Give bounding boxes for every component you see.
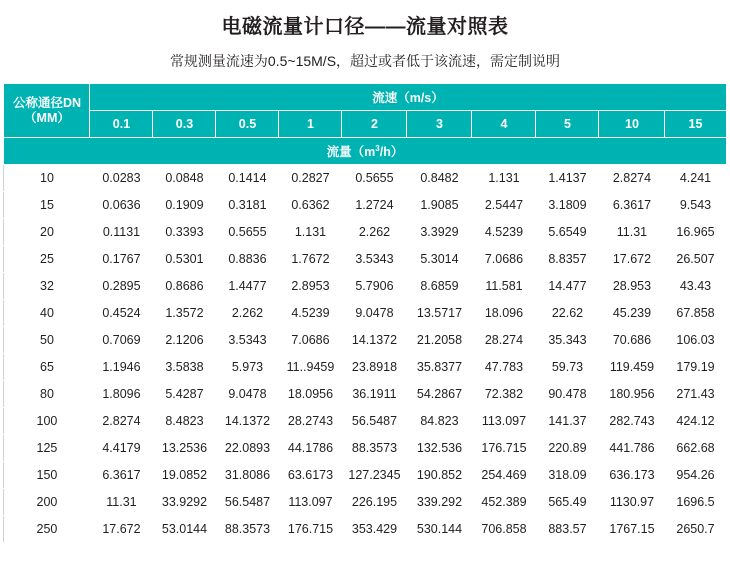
flow-cell: 271.43	[665, 381, 726, 408]
flow-cell: 33.9292	[153, 489, 216, 516]
flow-cell: 176.715	[472, 435, 536, 462]
table-header-speed-values-row	[4, 111, 726, 138]
table-row	[4, 489, 726, 516]
flow-cell: 1.2724	[342, 192, 407, 219]
dn-header-line2: （MM）	[24, 110, 70, 125]
page-title: 电磁流量计口径——流量对照表	[221, 16, 509, 38]
speed-value-header: 5	[536, 111, 599, 138]
flow-cell: 176.715	[279, 516, 342, 543]
flow-cell: 3.5838	[153, 354, 216, 381]
flow-cell: 7.0686	[472, 246, 536, 273]
flow-cell: 1.131	[279, 219, 342, 246]
speed-value-header: 0.1	[90, 111, 153, 138]
flow-cell: 3.5343	[216, 327, 279, 354]
flow-cell: 5.3014	[407, 246, 472, 273]
flow-cell: 35.8377	[407, 354, 472, 381]
flow-cell: 28.953	[599, 273, 665, 300]
dn-cell: 40	[4, 300, 90, 327]
flow-cell: 0.0636	[90, 192, 153, 219]
table-row	[4, 327, 726, 354]
speed-value-header: 1	[279, 111, 342, 138]
dn-cell: 200	[4, 489, 90, 516]
flow-cell: 2.8274	[90, 408, 153, 435]
flow-cell: 318.09	[536, 462, 599, 489]
speed-value-header: 0.5	[216, 111, 279, 138]
table-row	[4, 516, 726, 543]
flow-cell: 0.2895	[90, 273, 153, 300]
flow-cell: 11..9459	[279, 354, 342, 381]
flow-cell: 452.389	[472, 489, 536, 516]
flow-cell: 1.131	[472, 165, 536, 192]
flow-cell: 1767.15	[599, 516, 665, 543]
flow-cell: 43.43	[665, 273, 726, 300]
flow-cell: 5.4287	[153, 381, 216, 408]
dn-cell: 80	[4, 381, 90, 408]
flow-cell: 28.274	[472, 327, 536, 354]
table-row	[4, 300, 726, 327]
flow-cell: 254.469	[472, 462, 536, 489]
flow-cell: 3.3929	[407, 219, 472, 246]
flow-cell: 6.3617	[90, 462, 153, 489]
flow-cell: 565.49	[536, 489, 599, 516]
flow-cell: 6.3617	[599, 192, 665, 219]
dn-cell: 25	[4, 246, 90, 273]
flow-rate-header-prefix: 流量（m	[326, 145, 376, 159]
table-row	[4, 354, 726, 381]
flow-cell: 0.0848	[153, 165, 216, 192]
table-body	[4, 165, 726, 543]
speed-value-header: 10	[599, 111, 665, 138]
flow-cell: 0.7069	[90, 327, 153, 354]
flow-cell: 2.8274	[599, 165, 665, 192]
flow-cell: 9.0478	[342, 300, 407, 327]
speed-value-header: 15	[665, 111, 726, 138]
flow-cell: 2.262	[216, 300, 279, 327]
flow-cell: 1.8096	[90, 381, 153, 408]
flow-cell: 18.096	[472, 300, 536, 327]
flow-cell: 180.956	[599, 381, 665, 408]
table-row	[4, 219, 726, 246]
flow-cell: 282.743	[599, 408, 665, 435]
flow-comparison-table	[3, 83, 726, 543]
flow-cell: 530.144	[407, 516, 472, 543]
flow-cell: 54.2867	[407, 381, 472, 408]
flow-cell: 4.5239	[472, 219, 536, 246]
flow-cell: 22.62	[536, 300, 599, 327]
flow-cell: 0.5301	[153, 246, 216, 273]
flow-cell: 7.0686	[279, 327, 342, 354]
table-row	[4, 435, 726, 462]
table-row	[4, 273, 726, 300]
flow-cell: 0.1131	[90, 219, 153, 246]
flow-cell: 1.9085	[407, 192, 472, 219]
flow-cell: 31.8086	[216, 462, 279, 489]
table-row	[4, 381, 726, 408]
flow-cell: 17.672	[599, 246, 665, 273]
flow-cell: 4.241	[665, 165, 726, 192]
flow-cell: 339.292	[407, 489, 472, 516]
flow-cell: 88.3573	[342, 435, 407, 462]
flow-cell: 954.26	[665, 462, 726, 489]
flow-cell: 0.1414	[216, 165, 279, 192]
flow-cell: 1.4137	[536, 165, 599, 192]
flow-cell: 19.0852	[153, 462, 216, 489]
table-header-rate-row	[4, 138, 726, 165]
flow-cell: 0.1909	[153, 192, 216, 219]
flow-cell: 113.097	[279, 489, 342, 516]
flow-cell: 13.5717	[407, 300, 472, 327]
flow-cell: 90.478	[536, 381, 599, 408]
flow-cell: 9.0478	[216, 381, 279, 408]
dn-cell: 125	[4, 435, 90, 462]
speed-value-header: 2	[342, 111, 407, 138]
dn-cell: 10	[4, 165, 90, 192]
dn-cell: 15	[4, 192, 90, 219]
flow-cell: 56.5487	[342, 408, 407, 435]
flow-cell: 424.12	[665, 408, 726, 435]
flow-cell: 0.3393	[153, 219, 216, 246]
dn-cell: 32	[4, 273, 90, 300]
flow-cell: 23.8918	[342, 354, 407, 381]
table-row	[4, 246, 726, 273]
flow-cell: 2.262	[342, 219, 407, 246]
flow-cell: 56.5487	[216, 489, 279, 516]
table-row	[4, 408, 726, 435]
flow-cell: 5.973	[216, 354, 279, 381]
flow-cell: 127.2345	[342, 462, 407, 489]
flow-cell: 141.37	[536, 408, 599, 435]
page-subtitle: 常规测量流速为0.5~15M/S，超过或者低于该流速，需定制说明	[169, 53, 561, 69]
flow-cell: 26.507	[665, 246, 726, 273]
flow-cell: 5.6549	[536, 219, 599, 246]
flow-cell: 21.2058	[407, 327, 472, 354]
flow-cell: 35.343	[536, 327, 599, 354]
flow-cell: 0.8836	[216, 246, 279, 273]
flow-cell: 17.672	[90, 516, 153, 543]
flow-cell: 441.786	[599, 435, 665, 462]
flow-cell: 0.5655	[342, 165, 407, 192]
flow-cell: 3.5343	[342, 246, 407, 273]
flow-cell: 11.31	[599, 219, 665, 246]
flow-cell: 2.5447	[472, 192, 536, 219]
flow-cell: 0.8482	[407, 165, 472, 192]
flow-cell: 14.1372	[216, 408, 279, 435]
flow-rate-header-cell	[4, 138, 726, 165]
flow-cell: 5.7906	[342, 273, 407, 300]
speed-value-header: 3	[407, 111, 472, 138]
flow-cell: 13.2536	[153, 435, 216, 462]
flow-cell: 0.2827	[279, 165, 342, 192]
flow-cell: 67.858	[665, 300, 726, 327]
speed-value-header: 4	[472, 111, 536, 138]
flow-cell: 14.477	[536, 273, 599, 300]
flow-cell: 119.459	[599, 354, 665, 381]
flow-cell: 883.57	[536, 516, 599, 543]
dn-cell: 50	[4, 327, 90, 354]
flow-cell: 353.429	[342, 516, 407, 543]
flow-cell: 220.89	[536, 435, 599, 462]
flow-cell: 2.8953	[279, 273, 342, 300]
flow-cell: 88.3573	[216, 516, 279, 543]
flow-rate-header-sup: 3	[375, 143, 380, 153]
flow-cell: 0.6362	[279, 192, 342, 219]
dn-header-cell	[4, 84, 90, 138]
flow-cell: 2.1206	[153, 327, 216, 354]
flow-cell: 47.783	[472, 354, 536, 381]
flow-cell: 0.5655	[216, 219, 279, 246]
flow-cell: 70.686	[599, 327, 665, 354]
flow-cell: 113.097	[472, 408, 536, 435]
flow-cell: 22.0893	[216, 435, 279, 462]
flow-cell: 179.19	[665, 354, 726, 381]
dn-cell: 65	[4, 354, 90, 381]
flow-cell: 11.31	[90, 489, 153, 516]
flow-cell: 0.8686	[153, 273, 216, 300]
table-header-speed-row	[4, 84, 726, 111]
dn-cell: 150	[4, 462, 90, 489]
flow-cell: 106.03	[665, 327, 726, 354]
flow-cell: 0.3181	[216, 192, 279, 219]
flow-cell: 84.823	[407, 408, 472, 435]
flow-cell: 8.6859	[407, 273, 472, 300]
flow-cell: 226.195	[342, 489, 407, 516]
flow-cell: 14.1372	[342, 327, 407, 354]
flow-cell: 59.73	[536, 354, 599, 381]
flow-speed-header-cell: 流速（m/s）	[90, 84, 726, 111]
dn-cell: 250	[4, 516, 90, 543]
flow-cell: 1.1946	[90, 354, 153, 381]
speed-value-header: 0.3	[153, 111, 216, 138]
flow-cell: 9.543	[665, 192, 726, 219]
flow-cell: 3.1809	[536, 192, 599, 219]
flow-cell: 0.4524	[90, 300, 153, 327]
flow-cell: 662.68	[665, 435, 726, 462]
table-row	[4, 165, 726, 192]
flow-cell: 1.7672	[279, 246, 342, 273]
table-row	[4, 192, 726, 219]
flow-cell: 1.3572	[153, 300, 216, 327]
flow-cell: 8.4823	[153, 408, 216, 435]
flow-cell: 0.1767	[90, 246, 153, 273]
flow-cell: 72.382	[472, 381, 536, 408]
flow-rate-header-suffix: /h）	[379, 145, 404, 159]
flow-cell: 36.1911	[342, 381, 407, 408]
flow-cell: 53.0144	[153, 516, 216, 543]
dn-header-line1: 公称通径DN	[12, 95, 81, 110]
flow-cell: 190.852	[407, 462, 472, 489]
dn-cell: 100	[4, 408, 90, 435]
flow-cell: 4.4179	[90, 435, 153, 462]
flow-cell: 16.965	[665, 219, 726, 246]
flow-cell: 132.536	[407, 435, 472, 462]
flow-cell: 18.0956	[279, 381, 342, 408]
flow-cell: 706.858	[472, 516, 536, 543]
flow-cell: 2650.7	[665, 516, 726, 543]
flow-cell: 1696.5	[665, 489, 726, 516]
table-row	[4, 462, 726, 489]
flow-cell: 636.173	[599, 462, 665, 489]
flow-cell: 44.1786	[279, 435, 342, 462]
flow-cell: 28.2743	[279, 408, 342, 435]
flow-cell: 1.4477	[216, 273, 279, 300]
flow-cell: 11.581	[472, 273, 536, 300]
flow-cell: 0.0283	[90, 165, 153, 192]
flow-cell: 8.8357	[536, 246, 599, 273]
flow-cell: 4.5239	[279, 300, 342, 327]
flow-cell: 1130.97	[599, 489, 665, 516]
flow-cell: 63.6173	[279, 462, 342, 489]
dn-cell: 20	[4, 219, 90, 246]
flow-cell: 45.239	[599, 300, 665, 327]
